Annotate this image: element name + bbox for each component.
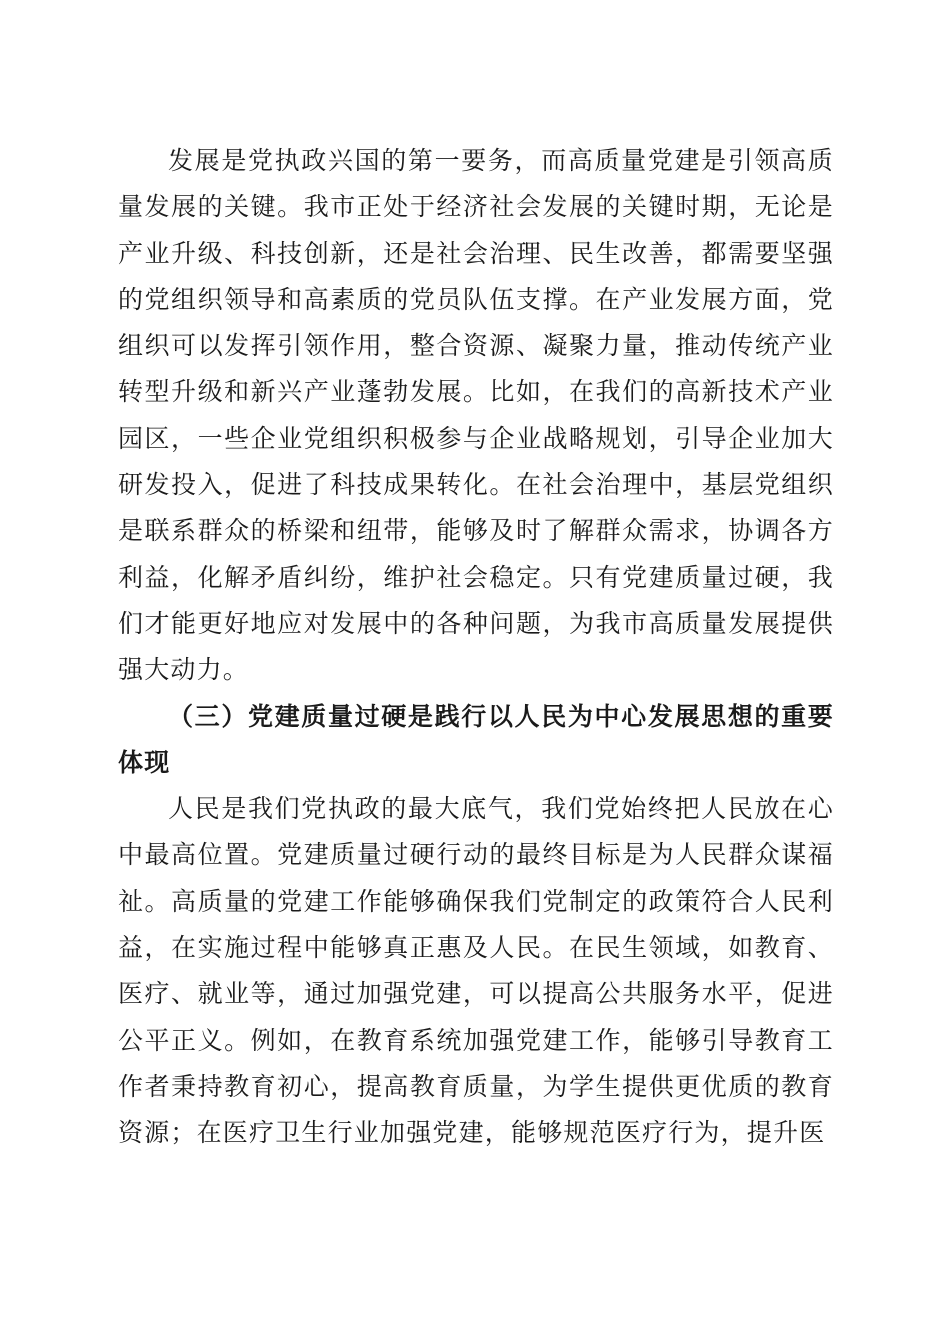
body-paragraph-development: 发展是党执政兴国的第一要务，而高质量党建是引领高质量发展的关键。我市正处于经济社会发展的关键时期，无论是产业升级、科技创新，还是社会治理、民生改善，都需要坚强的党组织领导和高素质的党员队伍支撑。在产业发展方面，党组织可以发挥引领作用，整合资源、凝聚力量，推动传统产业转型升级和新兴产业蓬勃发展。比如，在我们的高新技术产业园区，一些企业党组织积极参与企业战略规划，引导企业加大研发投入，促进了科技成果转化。在社会治理中，基层党组织是联系群众的桥梁和纽带，能够及时了解群众需求，协调各方利益，化解矛盾纠纷，维护社会稳定。只有党建质量过硬，我们才能更好地应对发展中的各种问题，为我市高质量发展提供强大动力。 [118, 146, 834, 685]
body-paragraph-people: 人民是我们党执政的最大底气，我们党始终把人民放在心中最高位置。党建质量过硬行动的最终目标是为人民群众谋福祉。高质量的党建工作能够确保我们党制定的政策符合人民利益，在实施过程中能够真正惠及人民。在民生领域，如教育、医疗、就业等，通过加强党建，可以提高公共服务水平，促进公平正义。例如，在教育系统加强党建工作，能够引导教育工作者秉持教育初心，提高教育质量，为学生提供更优质的教育资源；在医疗卫生行业加强党建，能够规范医疗行为，提升医 [118, 794, 834, 1148]
section-heading-three: （三）党建质量过硬是践行以人民为中心发展思想的重要体现 [118, 701, 834, 777]
document-body [118, 138, 834, 1157]
